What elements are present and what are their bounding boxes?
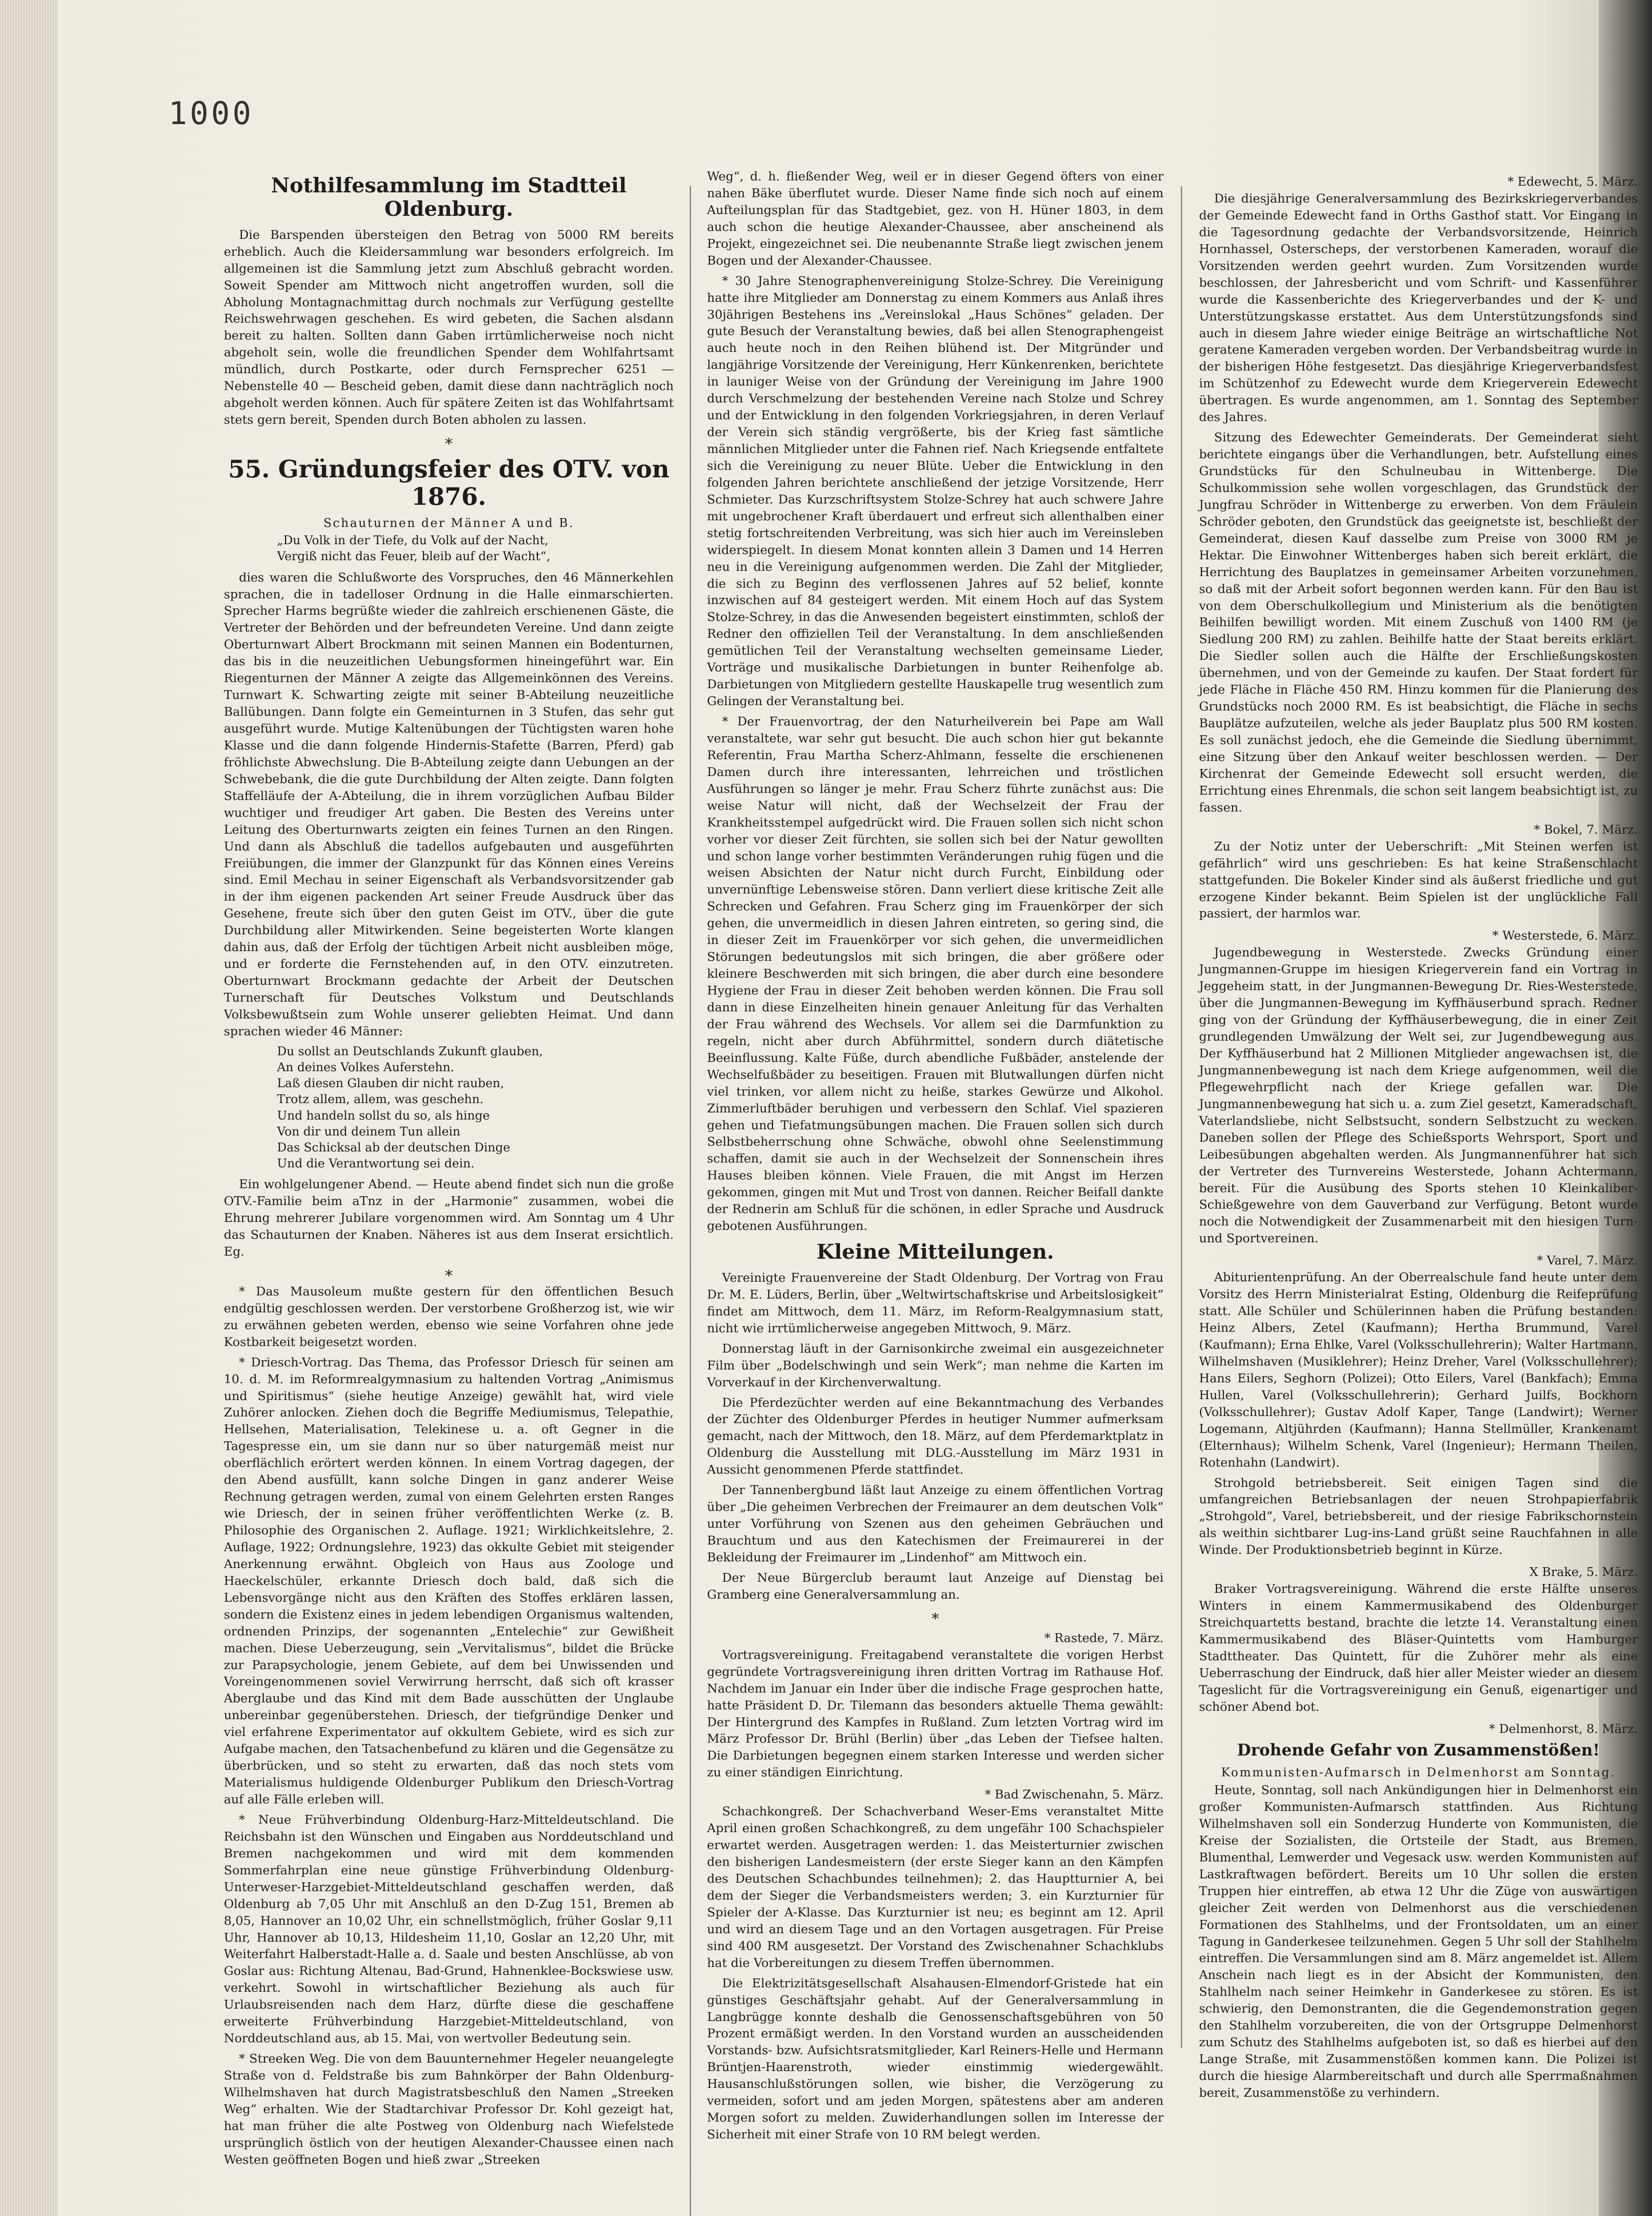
notice-frauenvereine: Vereinigte Frauenvereine der Stadt Oldenburg. Der Vortrag von Frau Dr. M. E. Lüders, Berlin, über „Weltwirtschaftskrise und Arbeitslosigkeit“ findet am Mittwoch, dem 11. März, im Reform-Realgymnasium statt, nicht wie irrtümlicherweise angegeben Mittwoch, 9. März. [707, 1270, 1164, 1335]
dateline-delmenhorst: * Delmenhorst, 8. März. [1489, 1721, 1638, 1736]
article-nothilfesammlung: Die Barspenden übersteigen den Betrag von 5000 RM bereits erheblich. Auch die Kleidersammlung war besonders erfolgreich. Im allgemeinen ist die Sammlung jetzt zum Abschluß gebracht worden. Soweit Spender am Mittwoch nicht angetroffen wurden, soll die Abholung Montagnachmittag durch nochmals zur Verfügung gestellte Reichswehrwagen geschehen. Es wird gebeten, die Sachen alsdann bereit zu halten. Sollten dann Gaben irrtümlicherweise noch nicht abgeholt sein, wolle die freundlichen Spender dem Wohlfahrtsamt mündlich, durch Postkarte, oder durch Fernsprecher 6251 — Nebenstelle 40 — Bescheid geben, damit diese dann nachträglich noch abgeholt werden können. Auch für spätere Zeiten ist das Wohlfahrtsamt stets gern bereit, Spenden durch Boten abholen zu lassen. [224, 227, 674, 427]
dateline-westerstede: * Westerstede, 6. März. [1492, 929, 1638, 943]
subheadline-schauturnen: Schauturnen der Männer A und B. [323, 516, 574, 531]
article-frauenvortrag: * Der Frauenvortrag, der den Naturheilverein bei Pape am Wall veranstaltete, war sehr gut besucht. Die auch schon hier gut bekannte Referentin, Frau Martha Scherz-Ahlmann, fesselte die erschienenen Damen durch ihre interessanten, lehrreichen und tröstlichen Ausführungen so länger je mehr. Frau Scherz führte zunächst aus: Die weise Natur will nicht, daß der Wechselzeit der Frau der Krankheitsstempel aufgedrückt wird. Die Frauen sollen sich nicht schon vorher vor dieser Zeit fürchten, sie sollen sich bei der Natur gewollten und schon lange vorher bestimmten Veränderungen ruhig fügen und die weisen Absichten der Natur nicht durch Furcht, Einbildung oder unvernünftige Lebensweise stören. Dann verliert diese kritische Zeit alle Schrecken und Gefahren. Frau Scherz ging im Frauenkörper der sich gehen, die unvermeidlich in diesen Jahren eintreten, so gering sind, die in dieser Zeit im Frauenkörper vor sich gehen, die unvermeidlichen Störungen bedeutungslos mit sich bringen, die aber größere oder kleinere Beschwerden mit sich bringen, die aber durch eine besondere Hygiene der Frau in dieser Zeit behoben werden können. Die Frau soll dann in diese Einzelheiten hinein genauer Anleitung für das Verhalten der Frau während des Wechsels. Vor allem sei die Darmfunktion zu regeln, nicht aber durch Abführmittel, sondern durch diätetische Beeinflussung. Kalte Füße, durch abendliche Fußbäder, anstelende der Wechselfußbäder zu beseitigen. Frauen mit Blutwallungen dürfen nicht viel trinken, vor allem nicht zu heiße, starkes Gewürze und Alkohol. Zimmerluftbäder beruhigen und verbessern den Schlaf. Viel spazieren gehen und Tiefatmungsübungen machen. Die Frauen sollen sich durch Selbstbeherrschung ohne Schwäche, obwohl ohne Seelenstimmung schaffen, damit sie auch in der Wechselzeit der Sonnenschein ihres Hauses bleiben können. Viele Frauen, die mit Angst im Herzen gekommen, gingen mit Mut und Trost von dannen. Reicher Beifall dankte der Rednerin am Schluß für die schönen, in edler Sprache und Ausdruck gebotenen Ausführungen. [707, 714, 1164, 1233]
headline-zusammenstoesse: Drohende Gefahr von Zusammenstößen! [1237, 1740, 1600, 1760]
verse-line: Von dir und deinem Tun allein [277, 1124, 461, 1139]
column-right [1199, 168, 1638, 2100]
verse-line: Du sollst an Deutschlands Zukunft glauben, [277, 1044, 543, 1058]
article-rastede: Vortragsvereinigung. Freitagabend veranstaltete die vorigen Herbst gegründete Vortragsvereinigung ihren dritten Vortrag im Rathause Hof. Nachdem im Januar ein Inder über die indische Frage gesprochen hatte, hatte Präsident D. Dr. Tilemann das besonders aktuelle Thema gewählt: Der Hintergrund des Kampfes in Rußland. Zum letzten Vortrag wird im März Professor Dr. Brühl (Berlin) über „das Leben der Tiefsee halten. Die Darbietungen begegnen einem starken Interesse und werden sicher zu einer ständigen Einrichtung. [707, 1647, 1164, 1780]
page-number: 1000 [168, 95, 254, 132]
article-gruendungsfeier: dies waren die Schlußworte des Vorspruches, den 46 Männerkehlen sprachen, die in tadelloser Ordnung in die Halle einmarschierten. Sprecher Harms begrüßte wieder die zahlreich erschienenen Gäste, die Vertreter der Behörden und der befreundeten Vereine. Und dann zeigte Oberturnwart Albert Brockmann mit seinen Mannen ein Bodenturnen, das bis in die neuzeitlichen Uebungsformen hineingeführt war. Ein Riegenturnen der Männer A zeigte das Allgemeinkönnen des Vereins. Turnwart K. Schwarting zeigte mit seiner B-Abteilung neuzeitliche Ballübungen. Dann folgte ein Gemeinturnen in 3 Stufen, das sehr gut ausgeführt wurde. Mutige Kaltenübungen der Tüchtigsten waren hohe Klasse und die dann folgende Hindernis-Stafette (Barren, Pferd) gab fröhlichste Abwechslung. Die B-Abteilung zeigte dann Uebungen an der Schwebebank, die die gute Durchbildung der Alten zeigte. Dann folgten Staffelläufe der A-Abteilung, die in ihrem vorzüglichen Aufbau Bilder wuchtiger und freudiger Art gaben. Die Besten des Vereins unter Leitung des Oberturnwarts zeigten ein feines Turnen an den Ringen. Und dann als Abschluß die tadellos aufgebauten und ausgeführten Freiübungen, die immer der Glanzpunkt für das Können eines Vereins sind. Emil Mechau in seiner Eigenschaft als Verbandsvorsitzender gab in der ihm eigenen packenden Art seiner Freude Ausdruck über das Gesehene, freute sich über den guten Geist im OTV., über die gute Durchbildung aller Mitwirkenden. Seine begeisterten Worte klangen dahin aus, daß der Erfolg der tüchtigen Arbeit nicht ausbleiben möge, und er forderte die Fernstehenden auf, in den OTV. einzutreten. Oberturnwart Brockmann gedachte der Arbeit der Deutschen Turnerschaft für Deutsches Volkstum und Deutschlands Volksbewußtsein zum Wohle unserer geliebten Heimat. Und dann sprachen wieder 46 Männer: [224, 570, 674, 1038]
article-varel: Abiturientenprüfung. An der Oberrealschule fand heute unter dem Vorsitz des Herrn Ministerialrat Esting, Oldenburg die Reifeprüfung statt. Alle Schüler und Schülerinnen haben die Prüfung bestanden: Heinz Albers, Zetel (Kaufmann); Hertha Brummund, Varel (Kaufmann); Erna Ehlke, Varel (Volksschullehrerin); Walter Hartmann, Wilhelmshaven (Musiklehrer); Heinz Dreher, Varel (Volksschullehrer); Hans Eilers, Seghorn (Polizei); Otto Eilers, Varel (Bankfach); Emma Hullen, Varel (Volksschullehrerin); Gerhard Juilfs, Bockhorn (Volksschullehrer); Gustav Adolf Kaper, Tange (Landwirt); Werner Logemann, Altjührden (Kaufmann); Hanna Stellmüller, Krankenamt (Elternhaus); Wilhelm Schenk, Varel (Ingenieur); Hermann Theilen, Rotenhahn (Landwirt). [1199, 1270, 1638, 1470]
dateline-varel: * Varel, 7. März. [1537, 1253, 1638, 1268]
verse-line: „Du Volk in der Tiefe, du Volk auf der Nacht, [277, 534, 549, 548]
notice-tannenbergbund: Der Tannenbergbund läßt laut Anzeige zu einem öffentlichen Vortrag über „Die geheimen Verbrechen der Freimaurer an dem deutschen Volk“ unter Vorführung von Szenen aus den geheimen Gebräuchen und Brauchtum und aus den Katechismen der Freimaurerei in der Bekleidung der Freimaurer im „Lindenhof“ am Mittwoch ein. [707, 1483, 1164, 1564]
headline-gruendungsfeier: 55. Gründungsfeier des OTV. von 1876. [228, 455, 670, 511]
verse-line: Und handeln sollst du so, als hinge [277, 1108, 490, 1123]
subheadline-kommunisten: Kommunisten-Aufmarsch in Delmenhorst am Sonntag. [1221, 1766, 1616, 1780]
section-star: ∗ [930, 1607, 941, 1625]
headline-nothilfesammlung: Nothilfesammlung im Stadtteil Oldenburg. [271, 173, 627, 221]
verse-line: Laß diesen Glauben dir nicht rauben, [277, 1077, 504, 1091]
verse-line: Vergiß nicht das Feuer, bleib auf der Wacht“, [277, 550, 551, 564]
dateline-edewecht: * Edewecht, 5. März. [1507, 175, 1638, 189]
column-rule [690, 186, 691, 2216]
article-gruendungsfeier-end: Ein wohlgelungener Abend. — Heute abend findet sich nun die große OTV.-Familie beim aTnz in der „Harmonie“ zusammen, wobei die Ehrung mehrerer Jubilare vorgenommen wird. Am Sonntag um 4 Uhr das Schauturnen der Knaben. Näheres ist aus dem Inserat ersichtlich. Eg. [224, 1177, 674, 1259]
article-streeken-weg-cont: Weg“, d. h. fließender Weg, weil er in dieser Gegend öfters von einer nahen Bäke überflutet wurde. Dieser Name finde sich noch auf einem Aufteilungsplan für das Stadtgebiet, gez. von H. Hüner 1803, in dem auch schon die heutige Alexander-Chaussee, aber anscheinend als Projekt, eingezeichnet sei. Die neubenannte Straße liegt zwischen jenem Bogen und der Alexander-Chaussee. [707, 169, 1164, 268]
article-schachkongress: Schachkongreß. Der Schachverband Weser-Ems veranstaltet Mitte April einen großen Schachkongreß, zu dem ungefähr 100 Schachspieler erwartet werden. Ausgetragen werden: 1. das Meisterturnier zwischen den bisherigen Landesmeistern (der erste Sieger kann an den Kämpfen des Deutschen Schachbundes teilnehmen); 2. das Hauptturnier A, bei dem der Sieger die Verbandsmeisters werden; 3. ein Kurzturnier für Spieler der A-Klasse. Das Kurzturnier ist neu; es beginnt am 12. April und wird an diesem Tage und an den Vortagen ausgetragen. Für Preise sind 400 RM ausgesetzt. Der Vorstand des Zwischenahner Schachklubs hat die Vorbereitungen zu diesem Treffen übernommen. [707, 1804, 1164, 1970]
dateline-bokel: * Bokel, 7. März. [1534, 822, 1638, 837]
column-middle [707, 168, 1164, 2142]
page-edge-left [0, 0, 58, 2216]
verse-poem [277, 1044, 674, 1172]
article-elektrizitaet: Die Elektrizitätsgesellschaft Alsahausen-Elmendorf-Gristede hat ein günstiges Geschäftsjahr gehabt. Auf der Generalversammlung in Langbrügge konnte deshalb die Genossenschaftsgebühren von 50 Prozent ermäßigt werden. In den Vorstand wurden an ausscheidenden Vorstands- bzw. Aufsichtsratsmitglieder, Karl Reiners-Helle und Hermann Brüntjen-Haarenstroth, wieder einstimmig wiedergewählt. Hausanschlußstörungen sollen, wie bisher, die Verzögerung zu vermeiden, sofort und am jeden Morgen, spätestens aber am anderen Morgen sofort zu melden. Zuwiderhandlungen sollen im Interesse der Sicherheit mit einer Strafe von 10 RM belegt werden. [707, 1976, 1164, 2142]
verse-line: Das Schicksal ab der deutschen Dinge [277, 1140, 510, 1155]
article-zusammenstoesse: Heute, Sonntag, soll nach Ankündigungen hier in Delmenhorst ein großer Kommunisten-Aufmarsch stattfinden. Aus Richtung Wilhelmshaven soll ein Sonderzug Hunderte von Kommunisten, die Kreise der Sozialisten, die Ortsteile der Stadt, aus Bremen, Blumenthal, Lemwerder und Vegesack usw. werden Kommunisten auf Lastkraftwagen befördert. Bereits um 10 Uhr sollen die ersten Truppen hier eintreffen, ab etwa 12 Uhr die Züge von auswärtigen gleicher Zeit werden von Delmenhorst aus die verschiedenen Formationen des Stahlhelms, und der Frontsoldaten, um an einer Tagung in Ganderkesee teilzunehmen. Gegen 5 Uhr soll der Stahlhelm eintreffen. Die Versammlungen sind am 8. März angemeldet ist. Allem Anschein nach liegt es in der Absicht der Kommunisten, den Stahlhelm nach seiner Heimkehr in Ganderkesee zu stören. Es ist schwierig, den Demonstranten, die die Gegendemonstration gegen den Stahlhelm vorzubereiten, die von der Ortsgruppe Delmenhorst zum Schutz des Stahlhelms aufgeboten ist, so daß es hierbei auf den Lange Straße, mit Zusammenstößen kommen kann. Die Polizei ist durch die hiesige Alarmbereitschaft und durch alle Sperrmaßnahmen bereit, Zusammenstöße zu verhindern. [1199, 1783, 1638, 2100]
verse-line: Trotz allem, allem, was geschehn. [277, 1092, 484, 1107]
notice-pferdezuechter: Die Pferdezüchter werden auf eine Bekanntmachung des Verbandes der Züchter des Oldenburger Pferdes in heutiger Nummer aufmerksam gemacht, nach der Mittwoch, den 18. März, auf dem Pferdemarktplatz in Oldenburg die Ausstellung mit DLG.-Ausstellung im März 1931 in Aussicht genommenen Pferde stattfindet. [707, 1395, 1164, 1477]
article-fruehverbindung: * Neue Frühverbindung Oldenburg-Harz-Mitteldeutschland. Die Reichsbahn ist den Wünschen und Eingaben aus Norddeutschland und Bremen nachgekommen und wird mit dem kommenden Sommerfahrplan eine neue günstige Frühverbindung Oldenburg-Unterweser-Harzgebiet-Mitteldeutschland geschaffen werden, daß Oldenburg ab 7,05 Uhr mit Anschluß an den D-Zug 151, Bremen ab 8,05, Hannover an 10,02 Uhr, ein schnellstmöglich, früher Goslar 9,11 Uhr, Hannover ab 10,13, Hildesheim 11,10, Goslar an 12,20 Uhr, mit Weiterfahrt Halberstadt-Halle a. d. Saale und besten Anschlüsse, ab von Goslar aus: Richtung Altenau, Bad-Grund, Hahnenklee-Bockswiese usw. verkehrt. Sowohl in wirtschaftlicher Beziehung als auch für Urlaubsreisenden nach dem Harz, dürfte diese die geschaffene erweiterte Frühverbindung Harzgebiet-Mitteldeutschland, von Norddeutschland aus, ab 15. Mai, von wertvoller Bedeutung sein. [224, 1812, 674, 2046]
section-star: ∗ [443, 1264, 454, 1282]
article-gemeinderat: Sitzung des Edewechter Gemeinderats. Der Gemeinderat sieht berichtete eingangs über die Verhandlungen, betr. Aufstellung eines Grundstücks für den Schulneubau in Wittenberge. Die Schulkommission sehe wollen vorgeschlagen, das Grundstück der Jungfrau Schröder in Wittenberge zu erwerben. Von dem Fräulein Schröder geboten, den Grundstück das geeignetste ist, beschließt der Gemeinderat, diesen Kauf dasselbe zum Preise von 3000 RM je Hektar. Die Einwohner Wittenberges haben sich bereit erklärt, die Herrichtung des Bauplatzes in gemeinsamer Arbeiten vorzunehmen, so daß mit der Arbeit sofort begonnen werden kann. Für den Bau ist von dem Oberschulkollegium und Ministerium als die benötigten Beihilfen bewilligt worden. Mit einem Zuschuß von 1400 RM (je Siedlung 200 RM) zu zahlen. Beihilfe hatte der Staat bereits erklärt. Die Siedler sollen auch die Hälfte der Erschließungskosten übernehmen, und von der Gemeinde zu kaufen. Der Staat fordert für jede Fläche in Fläche 450 RM. Hinzu kommen für die Planierung des Grundstücks noch 2000 RM. Es ist beabsichtigt, die Fläche in sechs Bauplätze aufzuteilen, welche als jeder Bauplatz plus 500 RM kosten. Es soll zunächst jedoch, ehe die Gemeinde die Siedlung übernimmt, eine Sitzung über den Ankauf weiter beschlossen werden. — Der Kirchenrat der Gemeinde Edewecht soll ersucht werden, die Errichtung eines Ehrenmals, die schon seit langem beabsichtigt ist, zu fassen. [1199, 430, 1638, 815]
notice-buergerclub: Der Neue Bürgerclub beraumt laut Anzeige auf Dienstag bei Gramberg eine Generalversammlung an. [707, 1570, 1164, 1602]
dateline-rastede: * Rastede, 7. März. [1044, 1631, 1164, 1645]
article-westerstede: Jugendbewegung in Westerstede. Zwecks Gründung einer Jungmannen-Gruppe im hiesigen Kriegerverein fand ein Vortrag in Jeggeheim statt, in der Jungmannen-Bewegung Dr. Ries-Westerstede, über die Jungmannen-Bewegung im Kyffhäuserbund sprach. Redner ging von der Gründung der Kyffhäuserbewegung, die in einer Zeit grundlegenden Umwälzung der Welt sei, zur Jugendbewegung aus. Der Kyffhäuserbund hat 2 Millionen Mitglieder angewachsen ist, die Jungmannenbewegung ist nach dem Kriege aufgenommen, weil die Pflegewehrpflicht nach der Kriege gefallen war. Die Jungmannenbewegung hat sich u. a. zum Ziel gesetzt, Kameradschaft, Vaterlandsliebe, nicht Selbstsucht, sondern Selbstzucht zu wecken. Daneben sollen der Pflege des Schießsports Wehrsport, Sport und Leibesübungen abgehalten werden. Als Jungmannenführer hat sich der Vertreter des Turnvereins Westerstede, Johann Achtermann, bereit. Für die Ausübung des Sports stehen 10 Kleinkaliber-Schießgewehre von dem Gauverband zur Verfügung. Betont wurde noch die Notwendigkeit der Zusammenarbeit mit den hiesigen Turn- und Sportvereinen. [1199, 945, 1638, 1246]
headline-kleine-mitteilungen: Kleine Mitteilungen. [816, 1240, 1054, 1264]
article-driesch-vortrag: * Driesch-Vortrag. Das Thema, das Professor Driesch für seinen am 10. d. M. im Reformrealgymnasium zu haltenden Vortrag „Animismus und Spiritismus“ (siehe heutige Anzeige) gewählt hat, wird viele Zuhörer anlocken. Ziehen doch die Begriffe Mediumismus, Telepathie, Hellsehen, Materialisation, Telekinese u. a. oft Gegner in die Tagespresse ein, um sie dann nur so über naturgemäß meist nur oberflächlich erörtert werden können. In einem Vortrag dagegen, der den Abend ausfüllt, kann solche Dingen in ganz anderer Weise Rechnung getragen werden, zumal von einem Gelehrten ersten Ranges wie Driesch, der in seinen früher veröffentlichten Werke (z. B. Philosophie des Organischen 2. Auflage. 1921; Wirklichkeitslehre, 2. Auflage, 1922; Ordnungslehre, 1923) das okkulte Gebiet mit steigender Anerkennung erwähnt. Obgleich von Haus aus Zoologe und Haeckelschüler, erkannte Driesch doch bald, daß sich die Lebensvorgänge nicht aus den Kräften des Stoffes erklären lassen, sondern die Existenz eines in jedem lebendigen Organismus waltenden, ordnenden Prinzips, der sogenannten „Entelechie“ zur Gewißheit machen. Diese Ueberzeugung, sein „Vervitalismus“, bildet die Brücke zur Parapsychologie, jenem Gebiete, auf dem bei Unwissenden und Voreingenommenen soviel Verwirrung herrscht, daß sich oft krasser Aberglaube und das Kind mit dem Bade ausschütten der Unglaube unbereinbar gegenüberstehen. Driesch, der tiefgründige Denker und viel erfahrene Experimentator auf okkultem Gebiete, wird es sich zur Aufgabe machen, den Tatsachenbefund zu klären und die Gegensätze zu überbrücken, und so steht zu erwarten, daß das noch stets vom Materialismus huldigende Oldenburger Publikum den Driesch-Vortrag auf alle Fälle erleben will. [224, 1355, 674, 1806]
article-brake: Braker Vortragsvereinigung. Während die erste Hälfte unseres Winters in einem Kammermusikabend des Oldenburger Streichquartetts bestand, brachte die letzte 14. Veranstaltung einen Kammermusikabend des Bläser-Quintetts vom Hamburger Stadttheater. Das Quintett, für die Zuhörer mehr als eine Ueberraschung der Eindruck, daß hier aller Meister wieder an diesem Tageslicht für die Vortragsvereinigung ein Genuß, eigenartiger und schöner Abend bot. [1199, 1582, 1638, 1714]
verse-line: Und die Verantwortung sei dein. [277, 1157, 475, 1171]
dateline-zwischenahn: * Bad Zwischenahn, 5. März. [984, 1787, 1164, 1802]
article-edewecht: Die diesjährige Generalversammlung des Bezirkskriegerverbandes der Gemeinde Edewecht fand in Orths Gasthof statt. Vor Eingang in die Tagesordnung gedachte der Verbandsvorsitzende, Heinrich Hornhassel, Osterscheps, der verstorbenen Kameraden, worauf die Vorsitzenden werden geehrt wurden. Zum Vorsitzenden wurde beschlossen, der Jahresbericht und vom Schrift- und Kassenführer wurde die Kassenberichte des Kriegerverbandes und der K- und Unterstützungskasse erstattet. Aus dem Unterstützungsfonds sind auch in diesem Jahre wieder einige Beiträge an wirtschaftliche Not geratene Kameraden vergeben worden. Der Verbandsbeitrag wurde in der bisherigen Höhe festgesetzt. Das diesjährige Kriegerverbandsfest im Schützenhof zu Edewecht wurde dem Kriegerverein Edewecht übertragen. Es wurde angenommen, am 1. Sonntag des September des Jahres. [1199, 191, 1638, 425]
column-left [224, 168, 674, 2216]
notice-donnerstag: Donnerstag läuft in der Garnisonkirche zweimal ein ausgezeichneter Film über „Bodelschwingh und sein Werk“; man nehme die Karten im Vorverkauf in der Kirchenverwaltung. [707, 1341, 1164, 1389]
verse-intro [277, 533, 674, 565]
article-strohgold: Strohgold betriebsbereit. Seit einigen Tagen sind die umfangreichen Betriebsanlagen der neuen Strohpapierfabrik „Strohgold“, Varel, betriebsbereit, und der riesige Fabrikschornstein als weithin sichtbarer Lug-ins-Land grüßt seine Rauchfahnen in alle Winde. Der Produktionsbetrieb beginnt in Kürze. [1199, 1475, 1638, 1557]
verse-line: An deines Volkes Auferstehn. [277, 1060, 454, 1074]
article-streeken-weg: * Streeken Weg. Die von dem Bauunternehmer Hegeler neuangelegte Straße von d. Feldstraße bis zum Bahnkörper der Bahn Oldenburg-Wilhelmshaven hat durch Magistratsbeschluß den Namen „Streeken Weg“ erhalten. Wie der Stadtarchivar Professor Dr. Kohl gezeigt hat, hat man früher die alte Postweg von Oldenburg nach Wiefelstede ursprünglich östlich von der heutigen Alexander-Chaussee einen nach Westen geöffneten Bogen und hieß zwar „Streeken [224, 2052, 674, 2167]
column-rule [1181, 186, 1182, 2048]
article-mausoleum: * Das Mausoleum mußte gestern für den öffentlichen Besuch endgültig geschlossen werden. Der verstorbene Großherzog ist, wie wir zu erwähnen gebeten werden, ebenso wie seine Vorfahren ohne jede Kostbarkeit beigesetzt worden. [224, 1284, 674, 1349]
dateline-brake: X Brake, 5. März. [1529, 1565, 1638, 1580]
article-stenographen: * 30 Jahre Stenographenvereinigung Stolze-Schrey. Die Vereinigung hatte ihre Mitglieder am Donnerstag zu einem Kommers aus Anlaß ihres 30jährigen Bestehens ins „Vereinslokal „Haus Schönes“ geladen. Der gute Besuch der Veranstaltung bewies, daß bei allen Stenographengeist auch heute noch in den Reihen blühend ist. Der Mitgründer und langjährige Vorsitzende der Vereinigung, Herr Künkenrenken, berichtete in launiger Weise von der Gründung der Vereinigung im Jahre 1900 durch Verschmelzung der bestehenden Vereine nach Stolze und Schrey und der Entwicklung in den folgenden Vorkriegsjahren, in deren Verlauf der Verein sich ständig vergrößerte, bis der Krieg fast sämtliche männlichen Mitglieder unter die Fahnen rief. Nach Kriegsende entfaltete sich die Vereinigung zu neuer Blüte. Ueber die Entwicklung in den folgenden Jahren berichtete anschließend der jetzige Vorsitzende, Herr Schmieter. Das Kurzschriftsystem Stolze-Schrey hat auch schwere Jahre mit ungebrochener Kraft überdauert und erfreut sich allenthalben einer stetig fortschreitenden Verbreitung, was sich hier auch im Vereinsleben widerspiegelt. In diesem Monat konnten allein 3 Damen und 14 Herren neu in die Vereinigung aufgenommen werden. Die Zahl der Mitglieder, die sich zu Beginn des verflossenen Jahres auf 52 belief, konnte inzwischen auf 84 gesteigert werden. Mit einem Hoch auf das System Stolze-Schrey, in das die Anwesenden begeistert einstimmten, schloß der Redner den offiziellen Teil der Veranstaltung. In dem anschließenden gemütlichen Teil der Veranstaltung wechselten gemeinsame Lieder, Vorträge und musikalische Darbietungen in bunter Reihenfolge ab. Darbietungen von Mitgliedern gestellte Hauskapelle trug wesentlich zum Gelingen der Veranstaltung bei. [707, 273, 1164, 709]
article-bokel: Zu der Notiz unter der Ueberschrift: „Mit Steinen werfen ist gefährlich“ wird uns geschrieben: Es hat keine Straßenschlacht stattgefunden. Die Bokeler Kinder sind als äußerst friedliche und gut erzogene Kinder bekannt. Beim Spielen ist der unglückliche Fall passiert, der harmlos war. [1199, 839, 1638, 921]
section-star: ∗ [443, 432, 454, 450]
